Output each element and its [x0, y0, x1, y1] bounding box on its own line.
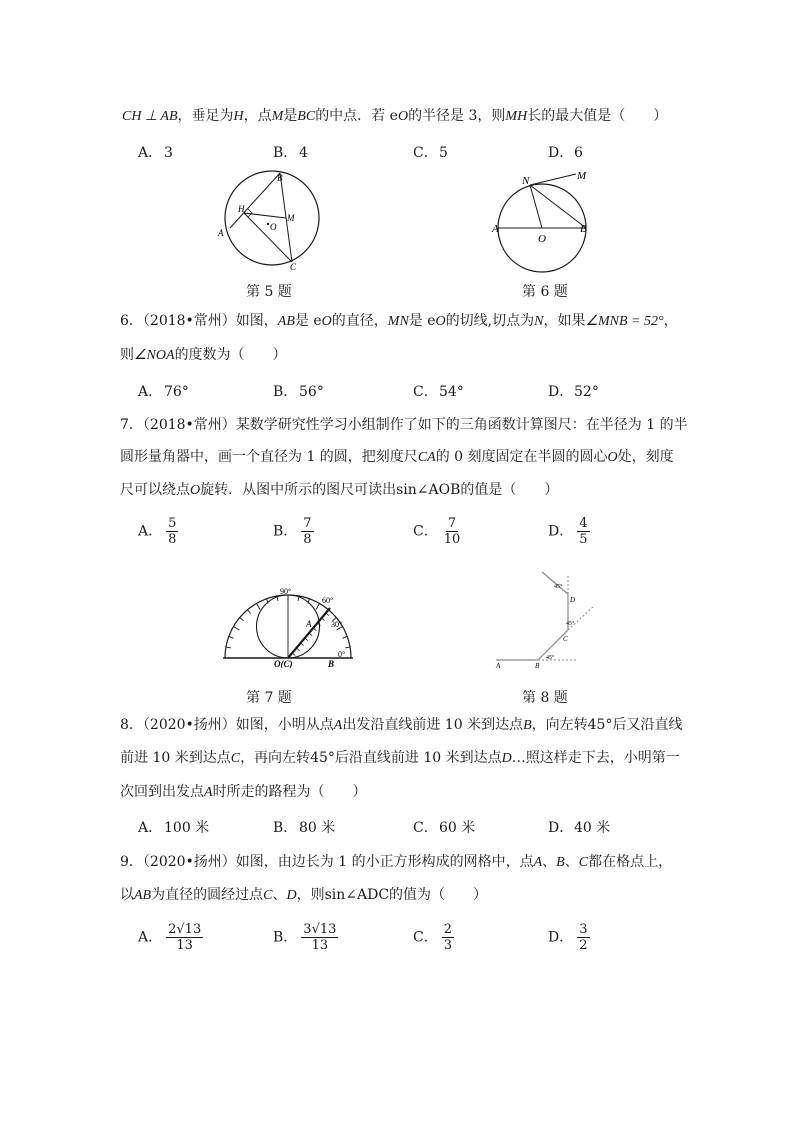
- fig8-angle-b: 45°: [546, 655, 555, 661]
- figure-7: [218, 586, 358, 668]
- fig6-tangent-nm: [530, 174, 576, 185]
- q8-option-b[interactable]: B． 80 米: [273, 820, 336, 836]
- fig7-ruler-tick: [292, 653, 295, 656]
- fig5-caption: 第 5 题: [246, 284, 292, 300]
- fig7-tick: [316, 603, 320, 609]
- fig6-segment-nb: [530, 185, 586, 228]
- fig7-tick: [343, 636, 348, 638]
- fig6-segment-no: [530, 185, 542, 228]
- fig8-angle-c: 45°: [566, 621, 575, 627]
- q7-line-1: 7．（2018•常州）某数学研究性学习小组制作了如下的三角函数计算图尺：在半径为 1 的半: [120, 417, 688, 433]
- fig8-angle-d: 45°: [554, 584, 563, 590]
- fig8-caption: 第 8 题: [522, 690, 568, 706]
- fig5-segment-hm: [244, 213, 286, 218]
- fig8-label-c: C: [563, 635, 568, 643]
- q8-line-1: 8．（2020•扬州）如图，小明从点A出发沿直线前进 10 米到达点B，向左转45°后又沿直线: [120, 717, 683, 733]
- q6-option-a[interactable]: A． 76°: [138, 384, 189, 400]
- fig7-ruler-tick: [296, 648, 299, 651]
- fig7-tick: [345, 647, 350, 648]
- fig5-label-h: H: [238, 204, 245, 214]
- q6-line-1: 6．（2018•常州）如图，AB是 eO的直径，MN是 eO的切线,切点为N，如果∠MNB = 52°，: [120, 313, 678, 329]
- fig7-ruler-tick: [326, 613, 329, 616]
- fig8-label-b: B: [535, 662, 540, 668]
- fig7-tick: [257, 603, 261, 609]
- q9-option-d[interactable]: D． $\frac{3}{2}$: [548, 922, 588, 953]
- fig8-label-d: D: [570, 596, 576, 604]
- q7-option-a[interactable]: A． $\frac{5}{8}$: [138, 516, 177, 547]
- q9-line-2: 以AB为直径的圆经过点C、D，则sin∠ADC的值为（ ）: [120, 887, 488, 903]
- fig6-label-b: B: [580, 223, 587, 235]
- q7-option-d[interactable]: D． $\frac{4}{5}$: [548, 516, 588, 547]
- fig7-label-a: A: [306, 619, 312, 629]
- fig7-label-30: 30°: [331, 620, 343, 629]
- fig7-label-oc: O(C): [274, 659, 293, 668]
- fig6-label-n: N: [522, 175, 530, 187]
- fig6-label-o: O: [538, 233, 546, 245]
- fig7-label-0: 0°: [338, 650, 346, 659]
- q7-option-b[interactable]: B． $\frac{7}{8}$: [273, 516, 312, 547]
- fig5-segment-ch: [244, 213, 292, 262]
- fig7-caption: 第 7 题: [246, 690, 292, 706]
- q7-line-2: 圆形量角器中，画一个直径为 1 的圆，把刻度尺CA的 0 刻度固定在半圆的圆心O处，刻度: [120, 449, 674, 465]
- q5-option-a[interactable]: A． 3: [138, 145, 173, 161]
- fig5-label-a: A: [218, 228, 224, 238]
- fig7-ruler-tick: [309, 633, 312, 636]
- fig8-segment-de: [542, 572, 568, 594]
- q6-option-d[interactable]: D．52°: [548, 384, 599, 400]
- fig7-tick: [248, 610, 251, 614]
- q8-line-2: 前进 10 米到达点C，再向左转45°后沿直线前进 10 米到达点D…照这样走下去，小明第一: [120, 750, 680, 766]
- fig6-label-m: M: [577, 170, 587, 182]
- q9-line-1: 9．（2020•扬州）如图，由边长为 1 的小正方形构成的网格中，点A、B、C都在格点上，: [120, 854, 673, 870]
- q5-option-b[interactable]: B． 4: [273, 145, 308, 161]
- fig7-tick: [233, 627, 239, 631]
- q5-option-d[interactable]: D．6: [548, 145, 583, 161]
- fig7-ruler-tick: [313, 628, 316, 631]
- q9-option-a[interactable]: A． $\frac{2√13}{13}$: [138, 922, 202, 953]
- q7-line-3: 尺可以绕点O旋转．从图中所示的图尺可读出sin∠AOB的值是（ ）: [120, 482, 559, 498]
- fig7-ruler-tick: [322, 618, 325, 621]
- q7-option-c[interactable]: C． $\frac{7}{10}$: [413, 516, 461, 547]
- fig5-label-c: C: [290, 262, 297, 272]
- q8-line-3: 次回到出发点A时所走的路程为（ ）: [120, 784, 367, 800]
- q5-tail-line: CH ⊥ AB，垂足为H，点M是BC的中点．若 eO的半径是 3，则MH长的最大值是（ ）: [122, 108, 668, 124]
- fig7-ruler-tick: [305, 638, 308, 641]
- q8-option-a[interactable]: A． 100 米: [138, 820, 210, 836]
- fig6-label-a: A: [492, 223, 499, 235]
- fig8-label-a: A: [496, 662, 501, 668]
- fig5-right-angle: [248, 209, 252, 217]
- figure-6: [490, 168, 600, 276]
- q6-line-2: 则∠NOA的度数为（ ）: [120, 347, 287, 363]
- q8-option-c[interactable]: C．60 米: [413, 820, 476, 836]
- q9-option-b[interactable]: B． $\frac{3√13}{13}$: [273, 922, 337, 953]
- fig7-tick: [226, 647, 231, 648]
- fig7-label-60: 60°: [322, 596, 334, 605]
- q9-option-c[interactable]: C． $\frac{2}{3}$: [413, 922, 452, 953]
- fig7-label-90: 90°: [280, 587, 292, 596]
- fig7-label-b: B: [328, 659, 335, 668]
- q6-option-b[interactable]: B． 56°: [273, 384, 324, 400]
- fig5-label-b: B: [277, 173, 283, 183]
- fig6-caption: 第 6 题: [522, 284, 568, 300]
- fig7-ruler-tick: [301, 643, 304, 646]
- fig5-center-dot: [267, 223, 269, 225]
- fig5-chord-ab: [230, 173, 280, 228]
- fig5-label-m: M: [287, 213, 295, 223]
- q5-option-c[interactable]: C．5: [413, 145, 448, 161]
- fig7-tick: [229, 636, 234, 638]
- fig7-tick: [240, 618, 244, 621]
- q6-option-c[interactable]: C．54°: [413, 384, 464, 400]
- fig5-label-o: O: [270, 222, 277, 232]
- figure-5: [210, 168, 330, 276]
- figure-8: [494, 570, 606, 668]
- q8-option-d[interactable]: D．40 米: [548, 820, 611, 836]
